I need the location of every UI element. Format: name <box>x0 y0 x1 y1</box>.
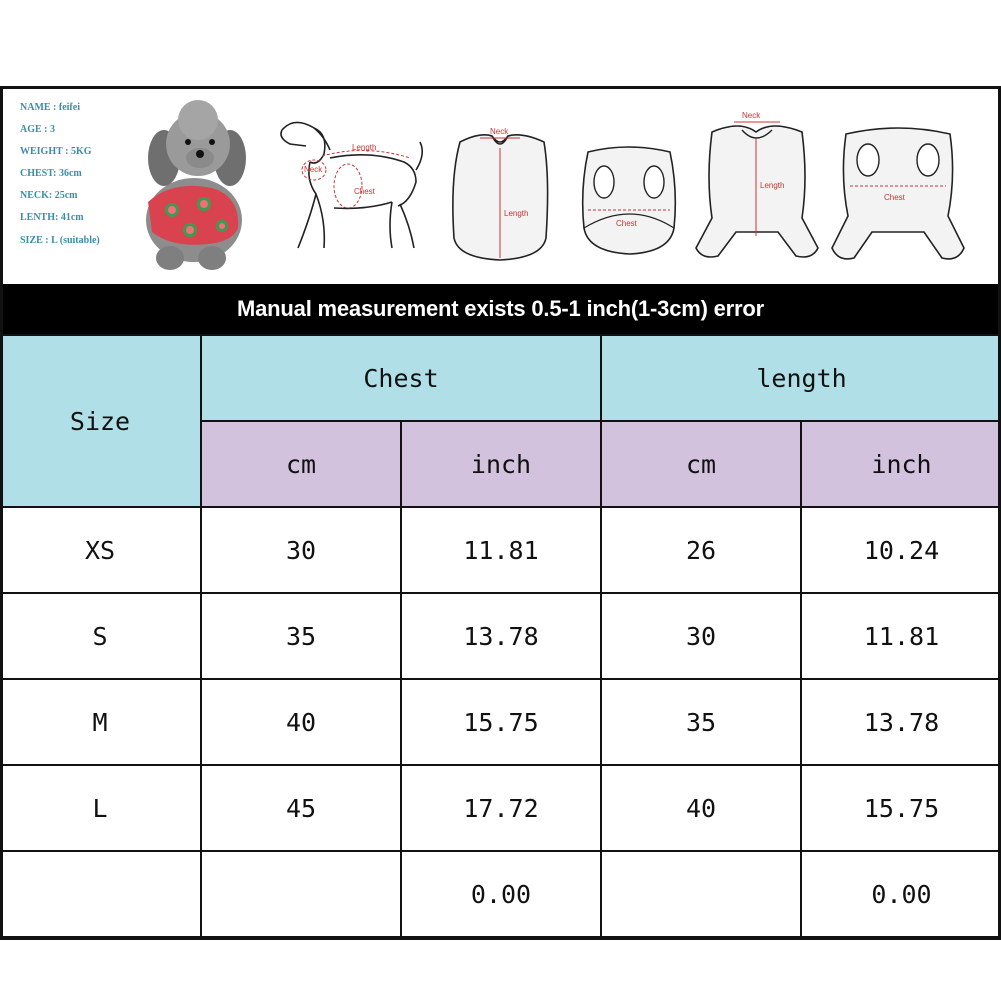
chest-cm-cell: 45 <box>201 765 401 851</box>
chest-inch-cell: 13.78 <box>401 593 601 679</box>
chest-inch-cell: 15.75 <box>401 679 601 765</box>
spec-name: NAME : feifei <box>20 102 80 113</box>
chart-border <box>0 86 1001 940</box>
size-cell: L <box>0 765 201 851</box>
dog-chest-label: Chest <box>354 187 375 196</box>
length-cm-cell: 30 <box>601 593 801 679</box>
chest-header: Chest <box>201 335 601 421</box>
length-inch-cell: 11.81 <box>801 593 1001 679</box>
measurement-error-banner: Manual measurement exists 0.5-1 inch(1-3cm) error <box>0 284 1001 334</box>
back-chest-label: Chest <box>616 219 637 228</box>
length-inch-cell: 15.75 <box>801 765 1001 851</box>
chest-inch-cell: 17.72 <box>401 765 601 851</box>
shirt-neck-label: Neck <box>490 127 509 136</box>
chest-cm-cell: 35 <box>201 593 401 679</box>
length-inch-cell: 10.24 <box>801 507 1001 593</box>
length-cm-header: cm <box>601 421 801 507</box>
spec-age: AGE : 3 <box>20 124 55 136</box>
dog-length-label: Length <box>352 143 377 152</box>
chest-inch-cell: 11.81 <box>401 507 601 593</box>
length-inch-cell: 13.78 <box>801 679 1001 765</box>
spec-size: SIZE : L (suitable) <box>20 234 100 246</box>
length-inch-header: inch <box>801 421 1001 507</box>
spec-neck: NECK: 25cm <box>20 190 78 202</box>
length-header: length <box>601 335 1001 421</box>
length-inch-cell: 0.00 <box>801 851 1001 937</box>
spec-chest: CHEST: 36cm <box>20 168 82 180</box>
length-cm-cell: 26 <box>601 507 801 593</box>
length-cm-cell: 40 <box>601 765 801 851</box>
size-cell: XS <box>0 507 201 593</box>
chest-cm-cell: 40 <box>201 679 401 765</box>
chest-cm-header: cm <box>201 421 401 507</box>
size-header: Size <box>0 335 201 507</box>
chest-inch-cell: 0.00 <box>401 851 601 937</box>
suit-length-label: Length <box>760 181 785 190</box>
spec-weight: WEIGHT : 5KG <box>20 146 92 158</box>
dog-neck-label: Neck <box>304 165 323 174</box>
length-cm-cell: 35 <box>601 679 801 765</box>
chest-cm-cell: 30 <box>201 507 401 593</box>
shirt-length-label: Length <box>504 209 529 218</box>
chest-inch-header: inch <box>401 421 601 507</box>
spec-length: LENTH: 41cm <box>20 212 84 224</box>
size-cell: S <box>0 593 201 679</box>
size-cell: M <box>0 679 201 765</box>
suit-neck-label: Neck <box>742 111 761 120</box>
suit-chest-label: Chest <box>884 193 905 202</box>
